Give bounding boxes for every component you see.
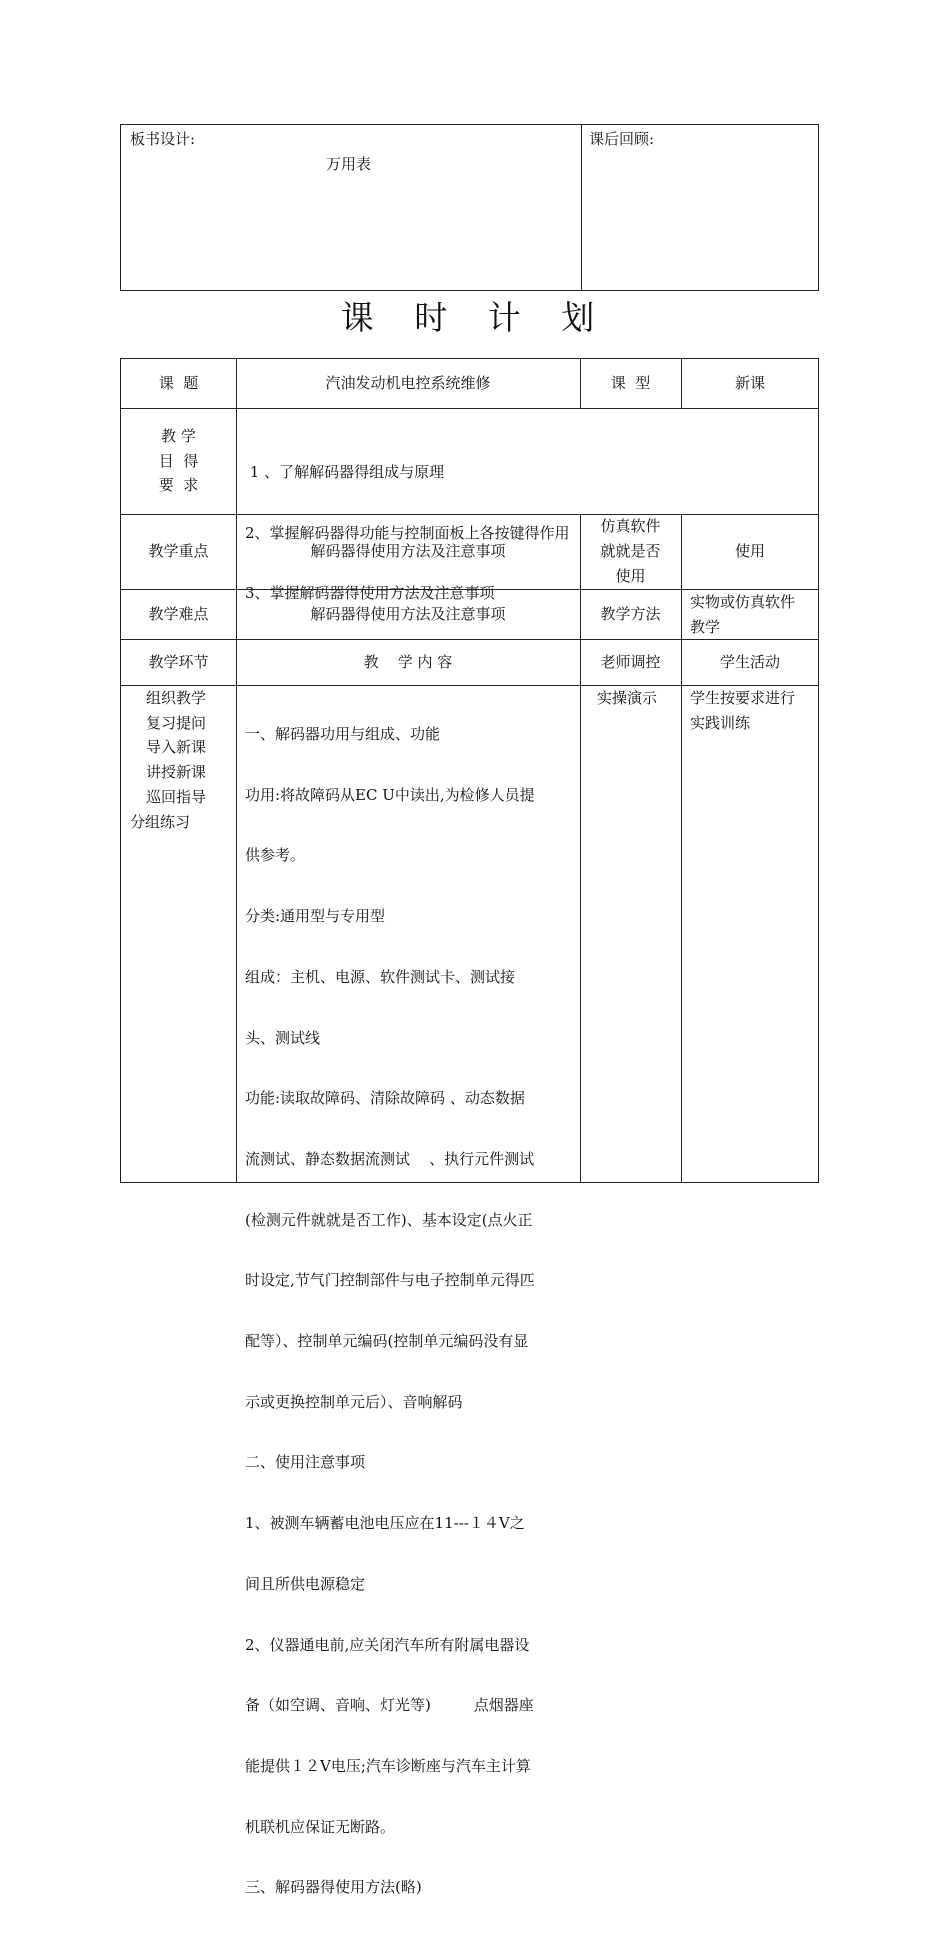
board-design-label: 板书设计: xyxy=(130,130,196,148)
content-line: 1、被测车辆蓄电池电压应在11---１４V之 xyxy=(245,1514,525,1533)
content-line: 组成：主机、电源、软件测试卡、测试接 xyxy=(245,967,516,986)
col-divider xyxy=(681,514,682,1182)
student-activity-line: 学生按要求进行 xyxy=(690,689,796,707)
teacher-control-value: 实操演示 xyxy=(597,689,658,707)
content-line: 功能:读取故障码、清除故障码 、动态数据 xyxy=(245,1089,525,1108)
student-activity-line: 实践训练 xyxy=(690,713,751,732)
col-divider xyxy=(236,359,237,1182)
method-value-line: 教学 xyxy=(690,617,721,636)
simulation-label-line: 仿真软件 xyxy=(600,517,661,536)
board-divider xyxy=(581,125,582,290)
board-design-table xyxy=(120,124,819,291)
content-header: 教 学 内 容 xyxy=(363,652,453,671)
stage-header: 教学环节 xyxy=(148,652,209,671)
topic-label: 课 题 xyxy=(158,374,199,392)
goal-item: 3、掌握解码器得使用方法及注意事项 xyxy=(245,584,495,603)
content-line: 三、解码器得使用方法(略) xyxy=(245,1878,422,1897)
student-activity xyxy=(690,686,795,735)
difficulty-label: 教学难点 xyxy=(148,604,209,623)
content-line: (检测元件就就是否工作)、基本设定(点火正 xyxy=(245,1210,533,1229)
goals-label-line: 教 学 xyxy=(161,426,196,445)
goals-label xyxy=(121,408,236,514)
stage-item: 复习提问 xyxy=(146,713,207,732)
lesson-plan-table xyxy=(120,358,819,1897)
content-line: 头、测试线 xyxy=(245,1028,321,1047)
plan-title: 课 时 计 划 xyxy=(340,298,610,337)
content-line: 配等）、控制单元编码(控制单元编码没有显 xyxy=(245,1332,529,1351)
key-points-value: 解码器得使用方法及注意事项 xyxy=(310,542,506,560)
content-line: 功用:将故障码从EC U中读出,为检修人员提 xyxy=(245,785,535,804)
teaching-content xyxy=(245,686,535,1936)
goals-label-line: 目 得 xyxy=(158,451,199,470)
stage-list xyxy=(121,686,236,834)
simulation-label-line: 使用 xyxy=(615,566,646,585)
content-line: 分类:通用型与专用型 xyxy=(245,907,386,926)
content-line: 供参考。 xyxy=(245,846,306,865)
method-label: 教学方法 xyxy=(600,604,661,623)
method-value-line: 实物或仿真软件 xyxy=(690,593,796,611)
lesson-type-value: 新课 xyxy=(734,374,765,392)
simulation-value: 使用 xyxy=(734,542,765,560)
stage-item: 导入新课 xyxy=(146,738,207,757)
review-label: 课后回顾: xyxy=(589,130,655,148)
goal-item: 2、掌握解码器得功能与控制面板上各按键得作用 xyxy=(245,523,570,542)
method-value xyxy=(690,590,795,639)
lesson-type-label: 课 型 xyxy=(610,374,651,392)
content-line: 能提供１２V电压;汽车诊断座与汽车主计算 xyxy=(245,1756,531,1775)
stage-item: 巡回指导 xyxy=(146,787,207,806)
topic-value: 汽油发动机电控系统维修 xyxy=(325,374,491,392)
content-line: 一、解码器功用与组成、功能 xyxy=(245,725,441,743)
stage-item: 组织教学 xyxy=(146,689,207,707)
goals-label-line: 要 求 xyxy=(158,476,199,495)
content-line: 机联机应保证无断路。 xyxy=(245,1817,396,1836)
stage-item: 讲授新课 xyxy=(146,763,207,782)
simulation-label-line: 就就是否 xyxy=(600,542,661,561)
board-design-content: 万用表 xyxy=(326,155,372,173)
content-line: 备（如空调、音响、灯光等) 点烟器座 xyxy=(245,1696,534,1715)
goal-item: 1 、了解解码器得组成与原理 xyxy=(245,463,445,481)
student-header: 学生活动 xyxy=(719,652,780,671)
content-line: 2、仪器通电前,应关闭汽车所有附属电器设 xyxy=(245,1635,530,1654)
content-line: 流测试、静态数据流测试 、执行元件测试 xyxy=(245,1149,535,1168)
content-line: 时设定,节气门控制部件与电子控制单元得匹 xyxy=(245,1271,535,1290)
difficulty-value: 解码器得使用方法及注意事项 xyxy=(310,604,506,623)
teacher-control xyxy=(597,686,657,711)
simulation-label xyxy=(580,514,681,589)
content-line: 二、使用注意事项 xyxy=(245,1453,366,1472)
teacher-header: 老师调控 xyxy=(600,652,661,671)
stage-item: 分组练习 xyxy=(130,812,191,831)
content-line: 示或更换控制单元后）、音响解码 xyxy=(245,1392,463,1411)
key-points-label: 教学重点 xyxy=(148,542,209,560)
content-line: 间且所供电源稳定 xyxy=(245,1574,366,1593)
